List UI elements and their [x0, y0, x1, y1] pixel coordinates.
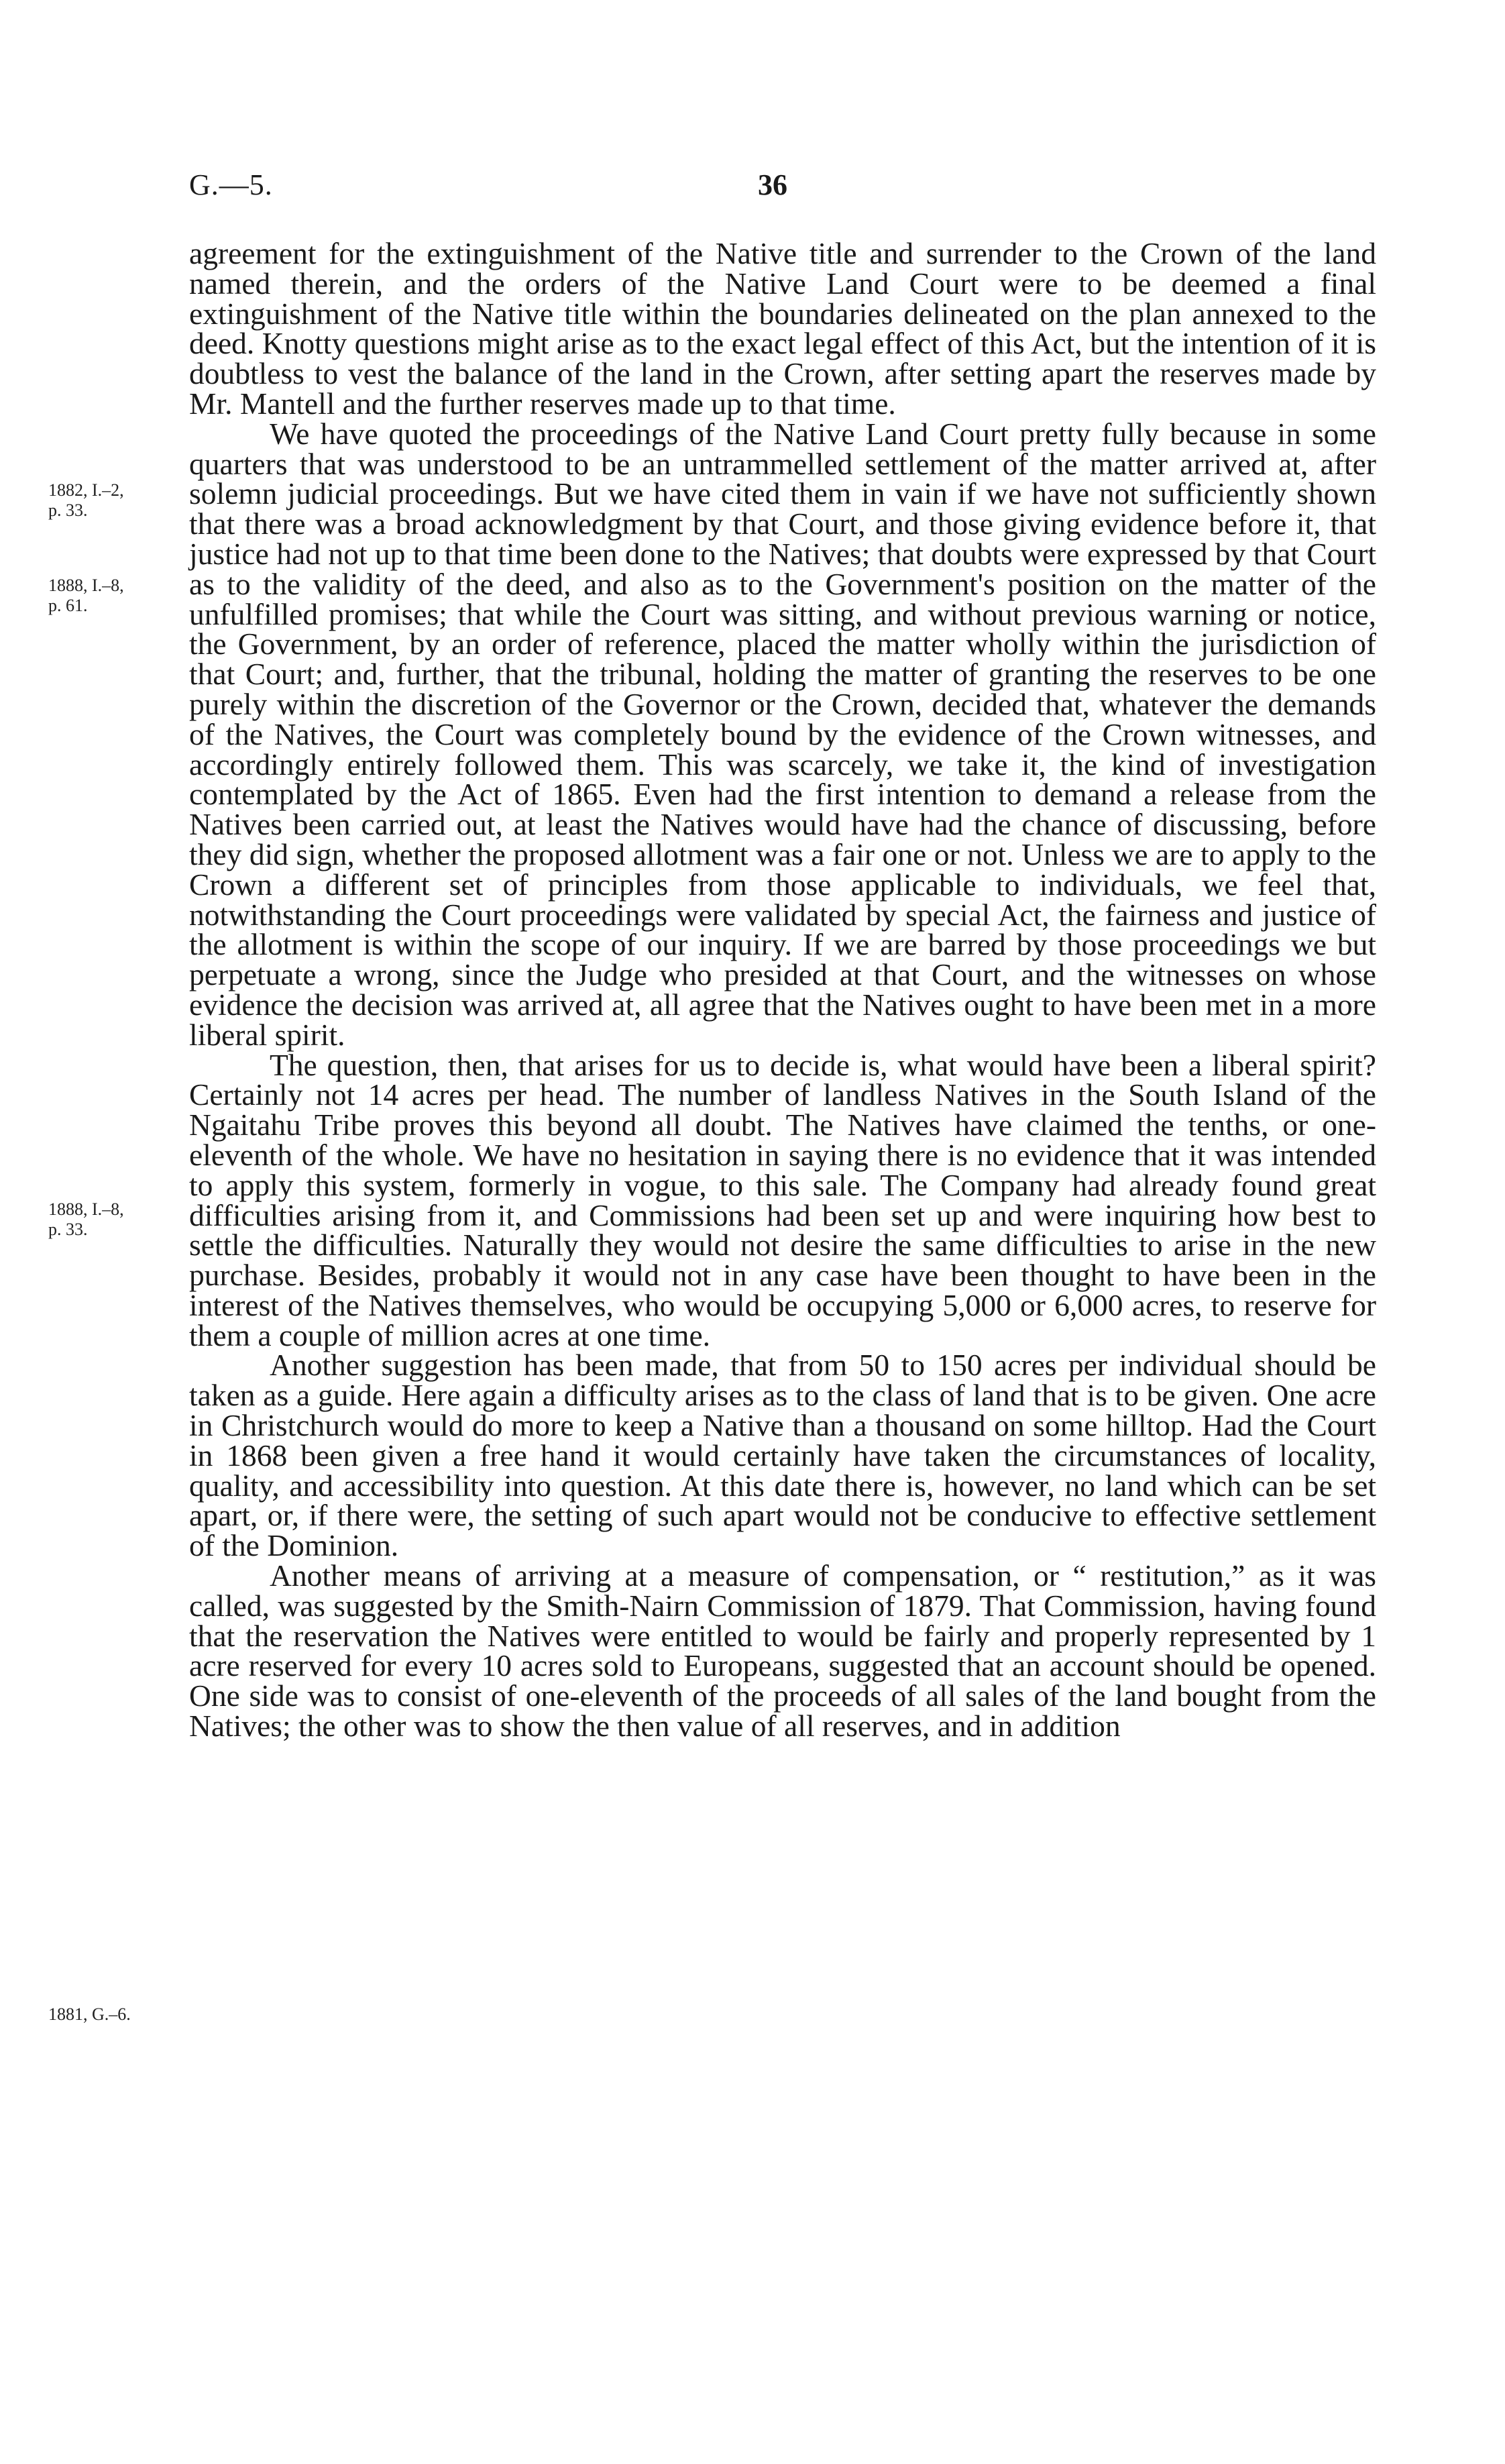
margin-note-citation: 1888, I.–8,	[48, 576, 124, 595]
paragraph: Another means of arriving at a measure of compensation, or “ restitution,” as it was called, was suggested by the Smith-Nairn Commission of 1879. That Commission, having found that the reservation the Natives were entitled to would be fairly and properly represented by 1 acre reserved for every 10 acres sold to Europeans, suggested that an account should be opened. One side was to consist of one-eleventh of the proceeds of all sales of the land bought from the Natives; the other was to show the then value of all reserves, and in addition	[189, 1558, 1376, 1744]
margin-note-citation: 1881, G.–6.	[48, 2004, 131, 2024]
page-number: 36	[758, 168, 787, 201]
margin-note-page: p. 33.	[48, 1220, 88, 1239]
margin-note	[48, 480, 182, 521]
margin-note-page: p. 33.	[48, 500, 88, 520]
paragraph: The question, then, that arises for us to decide is, what would have been a liberal spirit? Certainly not 14 acres per head. The number of landless Natives in the South Island of the Ngaitahu Tribe proves this beyond all doubt. The Natives have claimed the tenths, or one-eleventh of the whole. We have no hesitation in saying there is no evidence that it was intended to apply this system, formerly in vogue, to this sale. The Company had already found great difficulties arising from it, and Commissions had been set up and were inquiring how best to settle the difficulties. Naturally they would not desire the same difficulties to arise in the new purchase. Besides, probably it would not in any case have been thought to have been in the interest of the Natives themselves, who would be occupying 5,000 or 6,000 acres, to reserve for them a couple of million acres at one time.	[189, 1047, 1376, 1352]
margin-note-citation: 1888, I.–8,	[48, 1199, 124, 1219]
margin-note	[48, 576, 182, 616]
paragraph: We have quoted the proceedings of the Native Land Court pretty fully because in some quarters that was understood to be an untrammelled settlement of the matter arrived at, after solemn judicial proceedings. But we have cited them in vain if we have not sufficiently shown that there was a broad acknowledgment by that Court, and those giving evidence before it, that justice had not up to that time been done to the Natives; that doubts were expressed by that Court as to the validity of the deed, and also as to the Government's position on the matter of the unfulfilled promises; that while the Court was sitting, and without previous warning or notice, the Government, by an order of reference, placed the matter wholly within the jurisdiction of that Court; and, further, that the tribunal, holding the matter of granting the reserves to be one purely within the discretion of the Governor or the Crown, decided that, whatever the demands of the Natives, the Court was completely bound by the evidence of the Crown witnesses, and accordingly entirely followed them. This was scarcely, we take it, the kind of investigation contemplated by the Act of 1865. Even had the first intention to demand a release from the Natives been carried out, at least the Natives would have had the chance of discussing, before they did sign, whether the proposed allotment was a fair one or not. Unless we are to apply to the Crown a different set of principles from those applicable to individuals, we feel that, notwithstanding the Court proceedings were validated by special Act, the fairness and justice of the allotment is within the scope of our inquiry. If we are barred by those proceedings we but perpetuate a wrong, since the Judge who presided at that Court, and the witnesses on whose evidence the decision was arrived at, all agree that the Natives ought to have been met in a more liberal spirit.	[189, 416, 1376, 1052]
paragraph: Another suggestion has been made, that from 50 to 150 acres per individual should be taken as a guide. Here again a difficulty arises as to the class of land that is to be given. One acre in Christchurch would do more to keep a Native than a thousand on some hilltop. Had the Court in 1868 been given a free hand it would certainly have taken the circumstances of locality, quality, and accessibility into question. At this date there is, however, no land which can be set apart, or, if there were, the setting of such apart would not be conducive to effective settlement of the Dominion.	[189, 1348, 1376, 1563]
margin-note	[48, 2004, 182, 2025]
margin-note	[48, 1199, 182, 1240]
document-code: G.—5.	[189, 168, 273, 201]
page-header	[0, 168, 1505, 208]
body-text	[189, 236, 1376, 1744]
paragraph: agreement for the extinguishment of the Native title and surrender to the Crown of the land named therein, and the orders of the Native Land Court were to be deemed a final extinguishment of the Native title within the boundaries delineated on the plan annexed to the deed. Knotty questions might arise as to the exact legal effect of this Act, but the intention of it is doubtless to vest the balance of the land in the Crown, after setting apart the reserves made by Mr. Mantell and the further reserves made up to that time.	[189, 236, 1376, 421]
margin-note-page: p. 61.	[48, 596, 88, 615]
margin-note-citation: 1882, I.–2,	[48, 480, 124, 500]
